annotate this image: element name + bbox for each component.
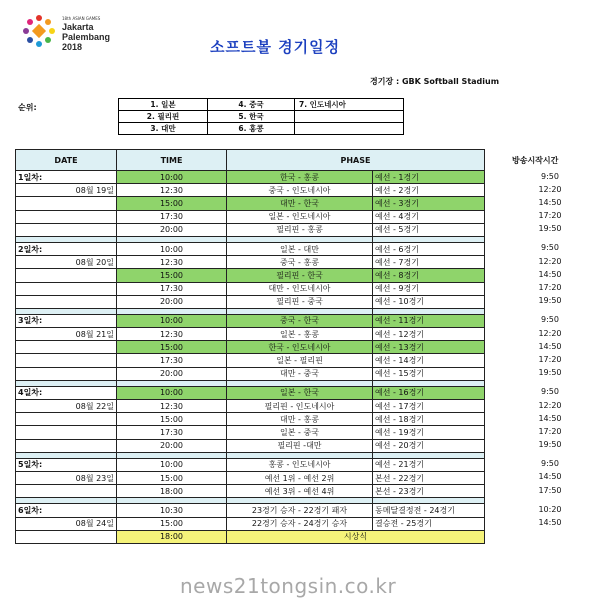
broadcast-header: 방송시작시간 bbox=[512, 156, 559, 165]
ranking-cell: 5. 한국 bbox=[208, 111, 295, 123]
time-cell: 20:00 bbox=[117, 223, 227, 236]
broadcast-time: 14:50 bbox=[538, 413, 562, 423]
time-cell: 15:00 bbox=[117, 197, 227, 210]
broadcast-time: 12:20 bbox=[538, 328, 562, 338]
phase-cell: 예선 - 7경기 bbox=[373, 256, 485, 269]
phase-cell: 예선 - 6경기 bbox=[373, 242, 485, 255]
logo-year: 2018 bbox=[62, 42, 83, 52]
phase-cell: 예선 - 18경기 bbox=[373, 413, 485, 426]
phase-cell: 예선 - 8경기 bbox=[373, 269, 485, 282]
phase-cell: 예선 - 1경기 bbox=[373, 171, 485, 184]
ranking-cell: 1. 일본 bbox=[119, 99, 208, 111]
time-cell: 10:00 bbox=[117, 386, 227, 399]
phase-cell: 예선 - 4경기 bbox=[373, 210, 485, 223]
phase-cell: 예선 - 13경기 bbox=[373, 341, 485, 354]
broadcast-time: 9:50 bbox=[541, 243, 559, 253]
match-cell: 일본 - 중국 bbox=[227, 426, 373, 439]
schedule-row bbox=[16, 314, 485, 327]
schedule-row bbox=[16, 439, 485, 452]
date-cell: 1일차: bbox=[16, 171, 117, 184]
match-cell: 필리핀 -대만 bbox=[227, 439, 373, 452]
schedule-row bbox=[16, 400, 485, 413]
broadcast-time: 19:50 bbox=[538, 368, 562, 378]
broadcast-time: 17:20 bbox=[538, 354, 562, 364]
schedule-row bbox=[16, 386, 485, 399]
watermark: news21tongsin.co.kr bbox=[180, 574, 397, 598]
schedule-row bbox=[16, 517, 485, 530]
time-cell: 18:00 bbox=[117, 485, 227, 498]
ranking-cell: 7. 인도네시아 bbox=[295, 99, 404, 111]
broadcast-time: 12:20 bbox=[538, 400, 562, 410]
time-cell: 17:30 bbox=[117, 354, 227, 367]
ranking-row bbox=[119, 111, 404, 123]
ranking-table bbox=[118, 98, 404, 135]
schedule-row bbox=[16, 295, 485, 308]
match-cell: 중국 - 인도네시아 bbox=[227, 184, 373, 197]
match-cell: 일본 - 대만 bbox=[227, 242, 373, 255]
date-cell: 08월 23일 bbox=[16, 471, 117, 484]
date-cell bbox=[16, 282, 117, 295]
match-cell: 필리핀 - 인도네시아 bbox=[227, 400, 373, 413]
ranking-label: 순위: bbox=[18, 103, 37, 112]
schedule-row bbox=[16, 256, 485, 269]
time-header: TIME bbox=[117, 150, 227, 171]
schedule-header-row bbox=[16, 150, 485, 171]
broadcast-time: 14:50 bbox=[538, 472, 562, 482]
broadcast-time: 14:50 bbox=[538, 518, 562, 527]
match-cell: 필리핀 - 중국 bbox=[227, 295, 373, 308]
phase-cell: 결승전 - 25경기 bbox=[373, 517, 485, 530]
date-cell bbox=[16, 426, 117, 439]
broadcast-time: 17:20 bbox=[538, 426, 562, 436]
match-cell: 일본 - 필리핀 bbox=[227, 354, 373, 367]
ranking-row bbox=[119, 123, 404, 135]
phase-cell: 본선 - 22경기 bbox=[373, 471, 485, 484]
broadcast-time: 9:50 bbox=[541, 171, 559, 181]
venue: 경기장 : GBK Softball Stadium bbox=[370, 77, 500, 86]
page-title: 소프트볼 경기일정 bbox=[210, 38, 341, 56]
phase-cell: 본선 - 23경기 bbox=[373, 485, 485, 498]
phase-cell: 예선 - 21경기 bbox=[373, 458, 485, 471]
time-cell: 10:00 bbox=[117, 171, 227, 184]
broadcast-time: 10:20 bbox=[538, 504, 562, 514]
phase-cell: 예선 - 15경기 bbox=[373, 367, 485, 380]
date-cell bbox=[16, 269, 117, 282]
match-cell: 22경기 승자 - 24경기 승자 bbox=[227, 517, 373, 530]
date-cell bbox=[16, 413, 117, 426]
broadcast-time: 14:50 bbox=[538, 341, 562, 351]
schedule-row bbox=[16, 184, 485, 197]
schedule-row bbox=[16, 210, 485, 223]
match-cell: 한국 - 인도네시아 bbox=[227, 341, 373, 354]
match-cell: 대만 - 한국 bbox=[227, 197, 373, 210]
time-cell: 10:00 bbox=[117, 314, 227, 327]
ceremony-time: 18:00 bbox=[117, 530, 227, 543]
schedule-row bbox=[16, 485, 485, 498]
date-cell bbox=[16, 341, 117, 354]
match-cell: 일본 - 홍콩 bbox=[227, 328, 373, 341]
time-cell: 15:00 bbox=[117, 269, 227, 282]
time-cell: 17:30 bbox=[117, 282, 227, 295]
phase-cell: 예선 - 10경기 bbox=[373, 295, 485, 308]
broadcast-time: 9:50 bbox=[541, 315, 559, 325]
date-cell: 08월 22일 bbox=[16, 400, 117, 413]
schedule-row bbox=[16, 197, 485, 210]
date-cell: 5일차: bbox=[16, 458, 117, 471]
date-cell bbox=[16, 210, 117, 223]
broadcast-time: 19:50 bbox=[538, 440, 562, 450]
phase-cell: 예선 - 3경기 bbox=[373, 197, 485, 210]
phase-cell: 예선 - 9경기 bbox=[373, 282, 485, 295]
ranking-row bbox=[119, 99, 404, 111]
phase-cell: 예선 - 14경기 bbox=[373, 354, 485, 367]
schedule-row bbox=[16, 354, 485, 367]
date-cell: 4일차: bbox=[16, 386, 117, 399]
broadcast-time: 12:20 bbox=[538, 184, 562, 194]
time-cell: 10:00 bbox=[117, 242, 227, 255]
logo-city-2: Palembang bbox=[62, 32, 111, 42]
ranking-cell bbox=[295, 111, 404, 123]
time-cell: 17:30 bbox=[117, 210, 227, 223]
schedule-row bbox=[16, 328, 485, 341]
match-cell: 일본 - 한국 bbox=[227, 386, 373, 399]
match-cell: 대만 - 인도네시아 bbox=[227, 282, 373, 295]
broadcast-time: 14:50 bbox=[538, 197, 562, 207]
time-cell: 12:30 bbox=[117, 256, 227, 269]
phase-cell: 예선 - 16경기 bbox=[373, 386, 485, 399]
time-cell: 15:00 bbox=[117, 471, 227, 484]
match-cell: 23경기 승자 - 22경기 패자 bbox=[227, 504, 373, 517]
phase-cell: 예선 - 12경기 bbox=[373, 328, 485, 341]
schedule-row bbox=[16, 367, 485, 380]
match-cell: 한국 - 홍콩 bbox=[227, 171, 373, 184]
time-cell: 15:00 bbox=[117, 413, 227, 426]
asian-games-emblem-icon bbox=[22, 14, 56, 48]
schedule-row bbox=[16, 282, 485, 295]
phase-cell: 예선 - 2경기 bbox=[373, 184, 485, 197]
schedule-row bbox=[16, 471, 485, 484]
schedule-body bbox=[16, 150, 485, 544]
match-cell: 중국 - 홍콩 bbox=[227, 256, 373, 269]
time-cell: 15:00 bbox=[117, 517, 227, 530]
phase-header: PHASE bbox=[227, 150, 485, 171]
match-cell: 필리핀 - 홍콩 bbox=[227, 223, 373, 236]
date-cell bbox=[16, 485, 117, 498]
date-cell bbox=[16, 354, 117, 367]
date-cell: 08월 20일 bbox=[16, 256, 117, 269]
schedule-row bbox=[16, 504, 485, 517]
date-cell: 6일차: bbox=[16, 504, 117, 517]
schedule-row bbox=[16, 269, 485, 282]
schedule-row bbox=[16, 426, 485, 439]
broadcast-time: 19:50 bbox=[538, 224, 562, 234]
phase-cell: 예선 - 17경기 bbox=[373, 400, 485, 413]
date-cell bbox=[16, 197, 117, 210]
broadcast-time: 19:50 bbox=[538, 296, 562, 306]
time-cell: 20:00 bbox=[117, 439, 227, 452]
time-cell: 12:30 bbox=[117, 184, 227, 197]
date-cell bbox=[16, 530, 117, 543]
ranking-cell bbox=[295, 123, 404, 135]
schedule-row bbox=[16, 171, 485, 184]
schedule-row bbox=[16, 341, 485, 354]
match-cell: 예선 3위 - 예선 4위 bbox=[227, 485, 373, 498]
ranking-cell: 2. 필리핀 bbox=[119, 111, 208, 123]
schedule-row bbox=[16, 242, 485, 255]
ranking-cell: 4. 중국 bbox=[208, 99, 295, 111]
broadcast-time: 17:50 bbox=[538, 485, 562, 495]
time-cell: 10:30 bbox=[117, 504, 227, 517]
time-cell: 10:00 bbox=[117, 458, 227, 471]
time-cell: 12:30 bbox=[117, 400, 227, 413]
phase-cell: 예선 - 19경기 bbox=[373, 426, 485, 439]
match-cell: 필리핀 - 한국 bbox=[227, 269, 373, 282]
broadcast-time: 9:50 bbox=[541, 459, 559, 469]
match-cell: 예선 1위 - 예선 2위 bbox=[227, 471, 373, 484]
schedule-row bbox=[16, 223, 485, 236]
date-cell: 08월 19일 bbox=[16, 184, 117, 197]
ceremony-label: 시상식 bbox=[227, 530, 485, 543]
date-cell: 08월 24일 bbox=[16, 517, 117, 530]
phase-cell: 예선 - 11경기 bbox=[373, 314, 485, 327]
schedule-row bbox=[16, 413, 485, 426]
time-cell: 15:00 bbox=[117, 341, 227, 354]
date-cell: 08월 21일 bbox=[16, 328, 117, 341]
date-cell bbox=[16, 367, 117, 380]
time-cell: 12:30 bbox=[117, 328, 227, 341]
broadcast-time: 9:50 bbox=[541, 387, 559, 397]
date-cell bbox=[16, 295, 117, 308]
ceremony-row bbox=[16, 530, 485, 543]
schedule-table bbox=[15, 149, 485, 544]
match-cell: 대만 - 홍콩 bbox=[227, 413, 373, 426]
time-cell: 20:00 bbox=[117, 295, 227, 308]
time-cell: 20:00 bbox=[117, 367, 227, 380]
schedule-row bbox=[16, 458, 485, 471]
time-cell: 17:30 bbox=[117, 426, 227, 439]
date-cell: 2일차: bbox=[16, 242, 117, 255]
ranking-cell: 3. 대만 bbox=[119, 123, 208, 135]
match-cell: 홍콩 - 인도네시아 bbox=[227, 458, 373, 471]
broadcast-time: 17:20 bbox=[538, 211, 562, 221]
date-cell bbox=[16, 439, 117, 452]
match-cell: 일본 - 인도네시아 bbox=[227, 210, 373, 223]
match-cell: 중국 - 한국 bbox=[227, 314, 373, 327]
logo-subtitle: 18th ASIAN GAMES bbox=[62, 16, 101, 21]
date-cell bbox=[16, 223, 117, 236]
phase-cell: 예선 - 5경기 bbox=[373, 223, 485, 236]
logo-city-1: Jakarta bbox=[62, 22, 94, 32]
broadcast-time: 14:50 bbox=[538, 269, 562, 279]
broadcast-time: 17:20 bbox=[538, 283, 562, 292]
phase-cell: 동메달결정전 - 24경기 bbox=[373, 504, 485, 517]
phase-cell: 예선 - 20경기 bbox=[373, 439, 485, 452]
asian-games-logo bbox=[22, 14, 172, 64]
match-cell: 대만 - 중국 bbox=[227, 367, 373, 380]
date-cell: 3일차: bbox=[16, 314, 117, 327]
broadcast-time: 12:20 bbox=[538, 256, 562, 266]
ranking-cell: 6. 홍콩 bbox=[208, 123, 295, 135]
date-header: DATE bbox=[16, 150, 117, 171]
